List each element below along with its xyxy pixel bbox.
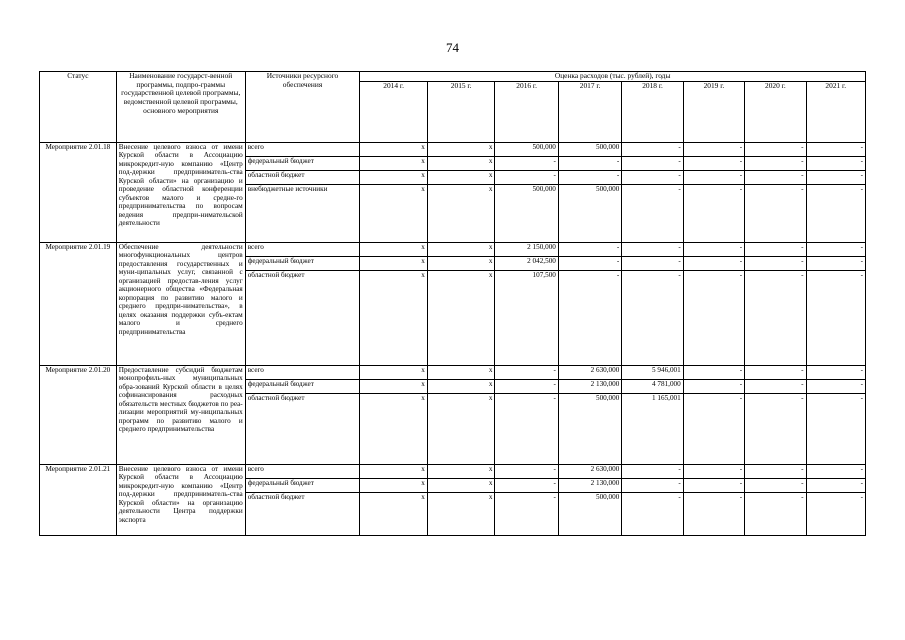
value-cell: - <box>745 492 806 535</box>
status-cell: Мероприятие 2.01.19 <box>40 242 117 365</box>
program-name-cell: Обеспечение деятельности многофункциональных центров предоставления государственных и муни-ципальных услуг, связанной с организацией предостав-ления услуг акционерного общества «Федеральная корпорация по развитию малого и среднего предпри-нимательства», в целях оказания поддержки субъ-ектам малого и среднего предпринимательства <box>116 242 245 365</box>
value-cell: x <box>360 478 428 492</box>
program-name-cell: Внесение целевого взноса от имени Курской области в Ассоциацию микрокредит-ную компанию «Центр под-держки предприниматель-ства Курской области» на организацию деятельности Центра поддержки экспорта <box>116 464 245 535</box>
value-cell: - <box>495 170 558 184</box>
value-cell: - <box>683 256 744 270</box>
value-cell: - <box>683 365 744 379</box>
header-sources: Источники ресурсного обеспечения <box>245 72 360 143</box>
value-cell: - <box>495 365 558 379</box>
value-cell: - <box>622 256 683 270</box>
value-cell: x <box>360 256 428 270</box>
value-cell: - <box>495 478 558 492</box>
header-estimate: Оценка расходов (тыс. рублей), годы <box>360 72 866 82</box>
value-cell: - <box>745 365 806 379</box>
value-cell: - <box>558 156 621 170</box>
value-cell: - <box>683 156 744 170</box>
value-cell: - <box>683 464 744 478</box>
value-cell: - <box>622 242 683 256</box>
value-cell: - <box>745 393 806 464</box>
source-cell: федеральный бюджет <box>245 156 360 170</box>
value-cell: - <box>558 242 621 256</box>
page-number: 74 <box>446 40 459 55</box>
value-cell: - <box>683 184 744 242</box>
value-cell: - <box>683 242 744 256</box>
table-row <box>40 464 866 478</box>
source-cell: областной бюджет <box>245 492 360 535</box>
value-cell: - <box>745 156 806 170</box>
status-cell: Мероприятие 2.01.20 <box>40 365 117 464</box>
value-cell: - <box>806 242 865 256</box>
source-cell: областной бюджет <box>245 170 360 184</box>
value-cell: x <box>427 379 495 393</box>
value-cell: x <box>360 270 428 365</box>
value-cell: x <box>427 464 495 478</box>
program-name-cell: Предоставление субсидий бюджетам монопрофиль-ных муниципальных обра-зований Курской области в целях софинансирования расходных обязательств местных бюджетов по реа-лизации мероприятий му-ниципальных программ по развитию малого и среднего предпринимательства <box>116 365 245 464</box>
value-cell: - <box>622 156 683 170</box>
value-cell: - <box>495 379 558 393</box>
value-cell: 2 042,500 <box>495 256 558 270</box>
value-cell: - <box>622 270 683 365</box>
value-cell: x <box>427 142 495 156</box>
value-cell: - <box>806 379 865 393</box>
value-cell: x <box>427 256 495 270</box>
value-cell: x <box>360 184 428 242</box>
header-year: 2014 г. <box>360 81 428 142</box>
value-cell: x <box>427 492 495 535</box>
value-cell: 2 130,000 <box>558 478 621 492</box>
value-cell: x <box>427 170 495 184</box>
budget-table <box>39 71 866 536</box>
value-cell: 500,000 <box>558 492 621 535</box>
value-cell: - <box>745 184 806 242</box>
header-year: 2017 г. <box>558 81 621 142</box>
value-cell: - <box>683 492 744 535</box>
header-program-name: Наименование государст-венной программы, подпро-граммы государственной целевой программы, ведомственной целевой программы, основного мероприятия <box>116 72 245 143</box>
value-cell: x <box>427 242 495 256</box>
value-cell: 2 630,000 <box>558 365 621 379</box>
value-cell: - <box>622 170 683 184</box>
source-cell: всего <box>245 464 360 478</box>
status-cell: Мероприятие 2.01.21 <box>40 464 117 535</box>
value-cell: - <box>622 464 683 478</box>
value-cell: - <box>806 142 865 156</box>
value-cell: 500,000 <box>495 184 558 242</box>
value-cell: 2 130,000 <box>558 379 621 393</box>
source-cell: всего <box>245 242 360 256</box>
header-year: 2018 г. <box>622 81 683 142</box>
value-cell: - <box>745 142 806 156</box>
value-cell: x <box>427 393 495 464</box>
header-year: 2015 г. <box>427 81 495 142</box>
value-cell: - <box>683 478 744 492</box>
source-cell: федеральный бюджет <box>245 256 360 270</box>
header-year: 2016 г. <box>495 81 558 142</box>
value-cell: - <box>745 270 806 365</box>
value-cell: x <box>427 365 495 379</box>
value-cell: x <box>360 142 428 156</box>
value-cell: - <box>806 365 865 379</box>
source-cell: федеральный бюджет <box>245 478 360 492</box>
value-cell: - <box>622 478 683 492</box>
header-status: Статус <box>40 72 117 143</box>
value-cell: - <box>495 492 558 535</box>
value-cell: - <box>806 170 865 184</box>
value-cell: x <box>427 478 495 492</box>
value-cell: - <box>683 170 744 184</box>
value-cell: x <box>360 464 428 478</box>
value-cell: - <box>495 464 558 478</box>
value-cell: - <box>683 270 744 365</box>
value-cell: 1 165,001 <box>622 393 683 464</box>
value-cell: 500,000 <box>558 184 621 242</box>
value-cell: - <box>495 156 558 170</box>
value-cell: x <box>360 170 428 184</box>
value-cell: x <box>360 393 428 464</box>
value-cell: - <box>558 170 621 184</box>
value-cell: - <box>745 379 806 393</box>
value-cell: 500,000 <box>558 393 621 464</box>
value-cell: - <box>806 492 865 535</box>
value-cell: - <box>806 156 865 170</box>
value-cell: x <box>427 184 495 242</box>
value-cell: - <box>745 170 806 184</box>
value-cell: - <box>745 478 806 492</box>
value-cell: - <box>622 184 683 242</box>
value-cell: 4 781,000 <box>622 379 683 393</box>
value-cell: - <box>622 492 683 535</box>
value-cell: - <box>806 464 865 478</box>
value-cell: 500,000 <box>558 142 621 156</box>
value-cell: - <box>683 379 744 393</box>
value-cell: - <box>806 270 865 365</box>
value-cell: - <box>622 142 683 156</box>
value-cell: - <box>745 242 806 256</box>
value-cell: 500,000 <box>495 142 558 156</box>
header-year: 2020 г. <box>745 81 806 142</box>
source-cell: федеральный бюджет <box>245 379 360 393</box>
value-cell: - <box>806 478 865 492</box>
source-cell: внебюджетные источники <box>245 184 360 242</box>
value-cell: - <box>683 393 744 464</box>
value-cell: - <box>806 184 865 242</box>
value-cell: 5 946,001 <box>622 365 683 379</box>
value-cell: - <box>806 393 865 464</box>
value-cell: x <box>360 365 428 379</box>
value-cell: - <box>683 142 744 156</box>
value-cell: - <box>745 256 806 270</box>
source-cell: всего <box>245 365 360 379</box>
value-cell: - <box>495 393 558 464</box>
table-row <box>40 365 866 379</box>
value-cell: x <box>360 242 428 256</box>
value-cell: - <box>806 256 865 270</box>
table-row <box>40 242 866 256</box>
table-row <box>40 142 866 156</box>
source-cell: областной бюджет <box>245 393 360 464</box>
source-cell: всего <box>245 142 360 156</box>
value-cell: x <box>360 492 428 535</box>
value-cell: 2 150,000 <box>495 242 558 256</box>
value-cell: - <box>745 464 806 478</box>
value-cell: - <box>558 256 621 270</box>
source-cell: областной бюджет <box>245 270 360 365</box>
value-cell: x <box>360 379 428 393</box>
program-name-cell: Внесение целевого взноса от имени Курской области в Ассоциацию микрокредит-ную компанию «Центр под-держки предприниматель-ства Курской области» на организацию и проведение областной конференции субъектов малого и средне-го предпринимательства по вопросам ведения предпри-нимательской деятельности <box>116 142 245 242</box>
value-cell: 107,500 <box>495 270 558 365</box>
header-year: 2019 г. <box>683 81 744 142</box>
status-cell: Мероприятие 2.01.18 <box>40 142 117 242</box>
value-cell: 2 630,000 <box>558 464 621 478</box>
header-year: 2021 г. <box>806 81 865 142</box>
value-cell: x <box>427 270 495 365</box>
value-cell: - <box>558 270 621 365</box>
value-cell: x <box>360 156 428 170</box>
value-cell: x <box>427 156 495 170</box>
